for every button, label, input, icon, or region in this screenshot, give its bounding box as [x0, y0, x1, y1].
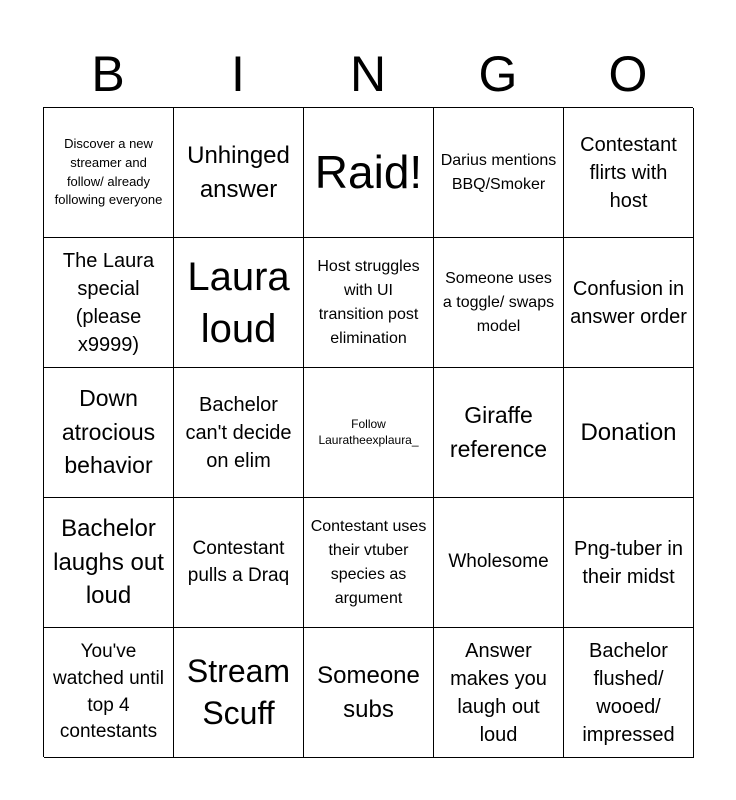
bingo-cell-o3[interactable]: [564, 368, 694, 498]
bingo-cell-g4[interactable]: [434, 498, 564, 628]
cell-text: Laura loud: [187, 254, 290, 351]
bingo-cell-i1[interactable]: [174, 108, 304, 238]
cell-text: Donation: [580, 418, 677, 446]
cell-text: Confusion in answer order: [570, 277, 687, 328]
bingo-cell-o4[interactable]: [564, 498, 694, 628]
bingo-cell-n2[interactable]: [304, 238, 434, 368]
bingo-cell-b5[interactable]: [44, 628, 174, 758]
bingo-cell-o2[interactable]: [564, 238, 694, 368]
header-letter-g: G: [478, 46, 518, 102]
bingo-cell-b1[interactable]: [44, 108, 174, 238]
cell-text: Follow Lauratheexplaura_: [318, 416, 419, 447]
cell-text: Contestant flirts with host: [580, 133, 677, 212]
bingo-cell-i5[interactable]: [174, 628, 304, 758]
cell-text: Contestant uses their vtuber species as argument: [310, 517, 427, 607]
bingo-cell-n5[interactable]: [304, 628, 434, 758]
cell-text: Someone uses a toggle/ swaps model: [442, 269, 555, 335]
cell-text: The Laura special (please x9999): [62, 249, 155, 356]
bingo-cell-o5[interactable]: [564, 628, 694, 758]
cell-text: Giraffe reference: [449, 402, 548, 462]
bingo-cell-n3-free[interactable]: [304, 368, 434, 498]
bingo-board: [43, 107, 693, 757]
bingo-cell-b4[interactable]: [44, 498, 174, 628]
bingo-cell-g3[interactable]: [434, 368, 564, 498]
bingo-cell-b3[interactable]: [44, 368, 174, 498]
header-letter-b: B: [91, 46, 125, 102]
bingo-cell-o1[interactable]: [564, 108, 694, 238]
cell-text: Down atrocious behavior: [61, 385, 156, 479]
cell-text: Someone subs: [317, 661, 420, 723]
header-letter-i: I: [231, 46, 245, 102]
cell-text: Bachelor laughs out loud: [53, 515, 164, 610]
header-letter-o: O: [608, 46, 648, 102]
cell-text: Unhinged answer: [187, 141, 290, 203]
cell-text: Wholesome: [448, 551, 549, 573]
cell-text: Host struggles with UI transition post elimination: [317, 257, 420, 347]
bingo-cell-i3[interactable]: [174, 368, 304, 498]
bingo-header: [43, 40, 693, 108]
cell-text: You've watched until top 4 contestants: [53, 640, 164, 743]
bingo-cell-n4[interactable]: [304, 498, 434, 628]
cell-text: Stream Scuff: [186, 652, 291, 731]
cell-text: Contestant pulls a Draq: [187, 537, 290, 586]
bingo-cell-g5[interactable]: [434, 628, 564, 758]
cell-text: Bachelor flushed/ wooed/ impressed: [582, 639, 675, 746]
cell-text: Discover a new streamer and follow/ already following everyone: [54, 135, 163, 208]
bingo-cell-i4[interactable]: [174, 498, 304, 628]
header-letter-n: N: [349, 46, 387, 102]
bingo-cell-g2[interactable]: [434, 238, 564, 368]
cell-text: Darius mentions BBQ/Smoker: [440, 151, 557, 193]
bingo-cell-g1[interactable]: [434, 108, 564, 238]
cell-text: Bachelor can't decide on elim: [185, 393, 292, 472]
cell-text: Raid!: [314, 146, 423, 199]
cell-text: Answer makes you laugh out loud: [450, 639, 547, 746]
bingo-cell-b2[interactable]: [44, 238, 174, 368]
cell-text: Png-tuber in their midst: [574, 537, 683, 588]
bingo-cell-i2[interactable]: [174, 238, 304, 368]
bingo-cell-n1[interactable]: [304, 108, 434, 238]
